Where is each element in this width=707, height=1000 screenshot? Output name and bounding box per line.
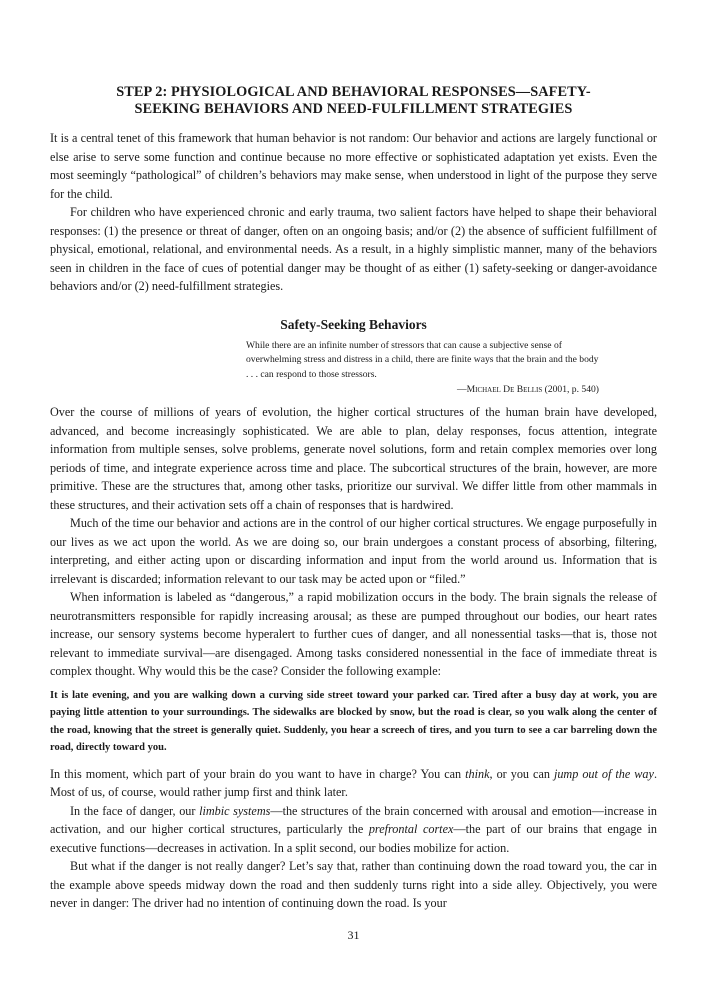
attribution-citation: (2001, p. 540) <box>542 384 599 395</box>
body-paragraph: But what if the danger is not really danger? Let’s say that, rather than continuing down the road toward you, the car in the example above speeds midway down the road and then suddenly turns right into a side alley. Objectively, you were never in danger: The driver had no intention of continuing down the road. Is your <box>50 859 657 910</box>
text-run: . Most of us, of course, would rather jump first and think later. <box>50 766 657 799</box>
epigraph <box>246 339 599 398</box>
example-passage: It is late evening, and you are walking down a curving side street toward your parked car. Tired after a busy day at work, you are paying little attention to your surroundings. The sidewalks are blocked by snow, but the road is clear, so you walk along the center of the road, knowing that the street is generally quiet. Suddenly, you hear a screech of tires, and you turn to see a car barreling down the road, directly toward you. <box>50 689 657 753</box>
step-heading-line-2: SEEKING BEHAVIORS AND NEED-FULFILLMENT STRATEGIES <box>134 100 573 117</box>
intro-paragraph: It is a central tenet of this framework that human behavior is not random: Our behavior and actions are largely functional or else arise to serve some function and continue because no more effective or sophisticated adaptation yet exists. Even the most seemingly “pathological” of children’s behaviors may make sense, when understood in light of the purpose they serve for the child. <box>50 131 657 201</box>
epigraph-quote: While there are an infinite number of stressors that can cause a subjective sense of overwhelming stress and distress in a child, there are finite ways that the brain and the body . . . can respond to those stressors. <box>246 339 599 380</box>
text-run: —the part of our brains that engage in executive functions—decreases in activation. In a split second, our bodies mobilize for action. <box>50 822 658 855</box>
text-run: —the structures of the brain concerned with arousal and emotion—increase in activation, and our higher cortical structures, particularly the <box>50 803 657 836</box>
attribution-dash: — <box>456 384 467 395</box>
section-title: Safety-Seeking Behaviors <box>280 316 427 332</box>
emphasis-limbic: limbic systems <box>199 803 271 818</box>
text-run: or you can <box>492 766 554 781</box>
attribution-author: Michael De Bellis <box>466 384 543 395</box>
body-paragraph: Over the course of millions of years of evolution, the higher cortical structures of the human brain have developed, advanced, and become increasingly sophisticated. We are able to plan, delay responses, focus attention, integrate information from multiple senses, solve problems, generate novel solutions, form and retain complex memories over long periods of time, and integrate experience across time and place. The subcortical structures of the brain, however, are more primitive. These are the structures that, among other tasks, prioritize our survival. We differ little from other mammals in these structures, and their activation sets off a chain of responses that is hardwired. <box>50 405 657 512</box>
body-paragraph <box>50 802 657 858</box>
page-number: 31 <box>347 928 360 942</box>
step-heading-line-1: STEP 2: PHYSIOLOGICAL AND BEHAVIORAL RESPONSES—SAFETY- <box>116 84 591 100</box>
emphasis-prefrontal: prefrontal cortex <box>368 822 454 836</box>
body-paragraph: Much of the time our behavior and actions are in the control of our higher cortical structures. We engage purposefully in our lives as we act upon the world. As we are doing so, our brain undergoes a constant process of absorbing, filtering, interpreting, and either acting upon or discarding information and input from the world around us. Information that is irrelevant is discarded; information relevant to our task may be acted upon or “filed.” <box>50 516 657 586</box>
intro-paragraph: For children who have experienced chronic and early trauma, two salient factors have helped to shape their behavioral responses: (1) the presence or threat of danger, often on an ongoing basis; and/or (2) the absence of sufficient fulfillment of physical, emotional, relational, and environmental needs. As a result, in a highly simplistic manner, many of the behaviors seen in children in the face of cues of potential danger may be thought of as either (1) safety-seeking or danger-avoidance behaviors and/or (2) need-fulfillment strategies. <box>50 205 657 293</box>
text-run: In the face of danger, our <box>70 803 200 818</box>
text-run: In this moment, which part of your brain do you want to have in charge? You can <box>50 766 466 781</box>
epigraph-attribution <box>246 383 599 397</box>
emphasis-jump: jump out of the way <box>553 766 654 781</box>
step-heading <box>50 84 657 117</box>
body-paragraph <box>50 765 657 802</box>
body-paragraph: When information is labeled as “dangerous,” a rapid mobilization occurs in the body. The brain signals the release of neurotransmitters responsible for rapidly increasing arousal; as these are pumped throughout our bodies, our heart rates increase, our sensory systems become hyperalert to further cues of danger, and all nonessential tasks—that is, those not relevant to immediate survival—are disengaged. Among tasks considered nonessential in the face of immediate threat is complex thought. Why would this be the case? Consider the following example: <box>50 590 657 678</box>
emphasis-think: think, <box>465 766 493 781</box>
